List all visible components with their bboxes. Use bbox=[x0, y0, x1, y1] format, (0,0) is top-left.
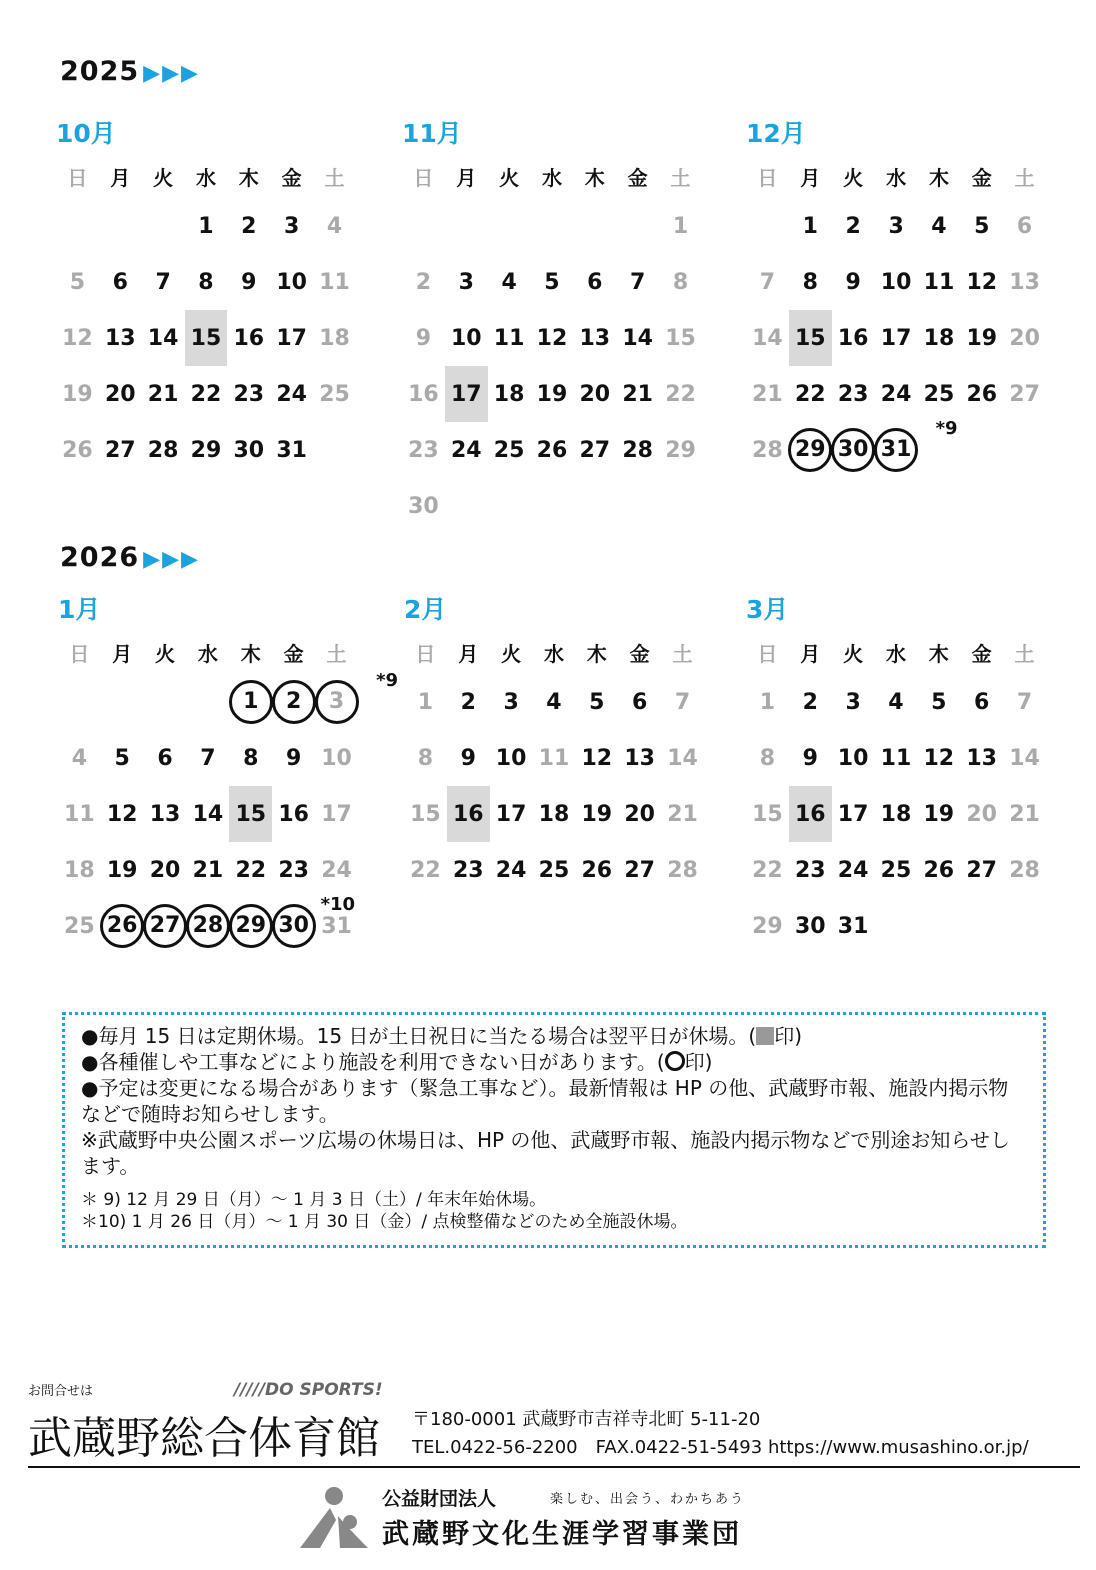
day-cell: 31 bbox=[321, 913, 352, 939]
weekday-header: 金 bbox=[281, 165, 302, 190]
day-cell: 29 bbox=[752, 913, 783, 939]
notice-line-4: ※武蔵野中央公園スポーツ広場の休場日は、HP の他、武蔵野市報、施設内掲示物などで別途お知らせします。 bbox=[81, 1128, 1010, 1178]
weekday-header: 土 bbox=[324, 165, 345, 190]
calendar-march bbox=[746, 590, 1046, 954]
day-cell: 4 bbox=[71, 745, 87, 771]
day-cell: 27 bbox=[579, 437, 611, 463]
day-cell: 27 bbox=[1009, 381, 1040, 407]
empty-cell bbox=[573, 198, 616, 254]
empty-cell bbox=[573, 478, 616, 534]
day-cell: 27 bbox=[104, 437, 136, 463]
empty-cell bbox=[186, 674, 229, 730]
divider bbox=[28, 1466, 1080, 1468]
day-cell: 19 bbox=[966, 325, 998, 351]
day-cell: 1 bbox=[229, 674, 272, 730]
day-cell: 26 bbox=[923, 857, 955, 883]
day-cell: 7 bbox=[1016, 689, 1033, 715]
day-cell: 9 bbox=[802, 745, 818, 771]
day-cell: 15 bbox=[229, 786, 272, 842]
day-cell: 21 bbox=[1009, 801, 1040, 827]
day-cell: 25 bbox=[538, 857, 570, 883]
weekday-header: 金 bbox=[283, 641, 304, 666]
website-link[interactable]: https://www.musashino.or.jp/ bbox=[767, 1437, 1029, 1458]
weekday-header: 月 bbox=[458, 641, 479, 666]
day-cell: 1 bbox=[759, 689, 776, 715]
day-cell: 6 bbox=[157, 745, 173, 771]
day-cell: 12 bbox=[536, 325, 568, 351]
month-grid bbox=[56, 154, 356, 478]
weekday-header: 水 bbox=[541, 165, 562, 190]
weekday-header: 土 bbox=[670, 165, 691, 190]
empty-cell bbox=[659, 478, 702, 534]
day-cell: 12 bbox=[106, 801, 138, 827]
foundation-logo-icon bbox=[290, 1486, 370, 1552]
day-cell: 16 bbox=[408, 381, 439, 407]
day-cell: 13 bbox=[966, 745, 997, 771]
day-cell: 28 bbox=[752, 437, 783, 463]
day-cell: 14 bbox=[192, 801, 224, 827]
footer bbox=[28, 1380, 1080, 1550]
day-cell: 9 bbox=[285, 745, 302, 771]
day-cell: 1 bbox=[417, 689, 434, 715]
empty-cell bbox=[56, 198, 99, 254]
day-cell: 17 bbox=[276, 325, 307, 351]
day-cell: 24 bbox=[880, 381, 912, 407]
day-cell: 14 bbox=[622, 325, 653, 351]
notice-box bbox=[62, 1012, 1046, 1248]
day-cell: 11 bbox=[880, 745, 912, 771]
day-cell: 17 bbox=[321, 801, 352, 827]
day-cell: 11 bbox=[64, 801, 95, 827]
weekday-header: 水 bbox=[197, 641, 218, 666]
org-kind: 公益財団法人 bbox=[382, 1488, 497, 1510]
day-cell: 24 bbox=[450, 437, 482, 463]
day-cell: 27 bbox=[966, 857, 997, 883]
month-grid bbox=[746, 154, 1046, 478]
day-cell: 24 bbox=[837, 857, 869, 883]
empty-cell bbox=[960, 422, 1003, 478]
day-cell: 6 bbox=[973, 689, 990, 715]
day-cell: 19 bbox=[536, 381, 568, 407]
weekday-header: 日 bbox=[413, 165, 434, 190]
do-sports-tag: /////DO SPORTS! bbox=[234, 1380, 383, 1400]
facility-address: 〒180-0001 武蔵野市吉祥寺北町 5-11-20 TEL.0422-56-2200 FAX.0422-51-5493 https://www.musashino.or.jp/ bbox=[412, 1409, 1029, 1458]
day-cell: 27 bbox=[144, 898, 187, 954]
day-cell: 8 bbox=[243, 745, 259, 771]
weekday-header: 木 bbox=[584, 165, 605, 190]
footnote-9: ＊ 9) 12 月 29 日（月）～ 1 月 3 日（土）/ 年末年始休場。 bbox=[81, 1190, 547, 1210]
weekday-header: 金 bbox=[629, 641, 650, 666]
weekday-header: 水 bbox=[885, 641, 906, 666]
tel-fax: TEL.0422-56-2200 FAX.0422-51-5493 bbox=[412, 1437, 763, 1458]
empty-cell bbox=[917, 898, 960, 954]
day-cell: 2 bbox=[241, 213, 257, 239]
circle-icon bbox=[665, 1051, 685, 1071]
empty-cell bbox=[488, 478, 531, 534]
facility-name: 武蔵野総合体育館 bbox=[28, 1413, 380, 1464]
day-cell: 10 bbox=[837, 745, 869, 771]
month-title: 2月 bbox=[404, 595, 447, 624]
weekday-header: 木 bbox=[240, 641, 261, 666]
day-cell: 5 bbox=[544, 269, 560, 295]
weekday-header: 木 bbox=[928, 641, 949, 666]
day-cell: 11 bbox=[538, 745, 570, 771]
day-cell: 15 bbox=[665, 325, 696, 351]
day-cell: 5 bbox=[589, 689, 605, 715]
empty-cell bbox=[445, 478, 488, 534]
weekday-header: 木 bbox=[238, 165, 259, 190]
day-cell: 2 bbox=[845, 213, 861, 239]
day-cell: 5 bbox=[69, 269, 86, 295]
day-cell: 10 bbox=[276, 269, 307, 295]
calendar-october bbox=[56, 114, 356, 478]
weekday-header: 火 bbox=[501, 641, 522, 666]
weekday-header: 日 bbox=[757, 165, 778, 190]
weekday-header: 月 bbox=[800, 641, 821, 666]
day-cell: 19 bbox=[106, 857, 138, 883]
day-cell: 23 bbox=[233, 381, 265, 407]
empty-cell bbox=[101, 674, 144, 730]
day-cell: 15 bbox=[185, 310, 228, 366]
calendar-november bbox=[402, 114, 702, 534]
weekday-header: 木 bbox=[928, 165, 949, 190]
day-cell: 19 bbox=[923, 801, 955, 827]
day-cell: 13 bbox=[1009, 269, 1040, 295]
month-grid bbox=[58, 630, 398, 954]
day-cell: 25 bbox=[64, 913, 95, 939]
weekday-header: 月 bbox=[110, 165, 131, 190]
day-cell: 23 bbox=[452, 857, 484, 883]
weekday-header: 金 bbox=[971, 165, 992, 190]
day-cell: 24 bbox=[276, 381, 307, 407]
calendar-january bbox=[58, 590, 398, 954]
footnote-marker: *10 bbox=[320, 894, 356, 915]
day-cell: 3 bbox=[845, 689, 861, 715]
month-grid bbox=[746, 630, 1046, 954]
weekday-header: 金 bbox=[971, 641, 992, 666]
empty-cell bbox=[1003, 898, 1046, 954]
notice-line-3: ●予定は変更になる場合があります（緊急工事など）。最新情報は HP の他、武蔵野市報、施設内掲示物などで随時お知らせします。 bbox=[81, 1076, 1009, 1126]
day-cell: 22 bbox=[410, 857, 441, 883]
day-cell: 22 bbox=[794, 381, 826, 407]
weekday-header: 火 bbox=[155, 641, 176, 666]
day-cell: 8 bbox=[802, 269, 818, 295]
day-cell: 28 bbox=[147, 437, 179, 463]
day-cell: 13 bbox=[149, 801, 181, 827]
day-cell: 27 bbox=[624, 857, 655, 883]
day-cell: 20 bbox=[149, 857, 181, 883]
weekday-header: 日 bbox=[415, 641, 436, 666]
day-cell: 24 bbox=[321, 857, 352, 883]
day-cell: 16 bbox=[233, 325, 265, 351]
day-cell: 30 bbox=[794, 913, 826, 939]
day-cell: 28 bbox=[186, 898, 229, 954]
day-cell: 18 bbox=[923, 325, 955, 351]
day-cell: 4 bbox=[888, 689, 904, 715]
day-cell: 25 bbox=[493, 437, 525, 463]
day-cell: 20 bbox=[1009, 325, 1040, 351]
day-cell: 17 bbox=[837, 801, 869, 827]
month-title: 1月 bbox=[58, 595, 101, 624]
day-cell: 16 bbox=[447, 786, 490, 842]
weekday-header: 火 bbox=[499, 165, 520, 190]
calendar-february bbox=[404, 590, 704, 898]
year-2025-heading: 2025 ▶▶▶ bbox=[60, 56, 200, 87]
weekday-header: 月 bbox=[112, 641, 133, 666]
empty-cell bbox=[875, 898, 918, 954]
weekday-header: 火 bbox=[843, 165, 864, 190]
day-cell: 30 bbox=[832, 422, 875, 478]
day-cell: 9 bbox=[845, 269, 861, 295]
weekday-header: 日 bbox=[69, 641, 90, 666]
day-cell: 13 bbox=[579, 325, 611, 351]
day-cell: 18 bbox=[64, 857, 95, 883]
day-cell: 28 bbox=[1009, 857, 1040, 883]
empty-cell bbox=[1003, 422, 1046, 478]
day-cell: 17 bbox=[445, 366, 488, 422]
day-cell: 7 bbox=[155, 269, 171, 295]
day-cell: 16 bbox=[837, 325, 869, 351]
weekday-header: 日 bbox=[757, 641, 778, 666]
day-cell: 7 bbox=[200, 745, 216, 771]
org-name: 武蔵野文化生涯学習事業団 bbox=[382, 1519, 742, 1550]
day-cell: 3 bbox=[503, 689, 519, 715]
month-grid bbox=[404, 630, 704, 898]
day-cell: 3 bbox=[458, 269, 474, 295]
day-cell: 4 bbox=[546, 689, 562, 715]
day-cell: 29 bbox=[665, 437, 696, 463]
empty-cell bbox=[531, 478, 574, 534]
empty-cell bbox=[616, 198, 659, 254]
day-cell: 5 bbox=[974, 213, 990, 239]
day-cell: 26 bbox=[101, 898, 144, 954]
day-cell: 18 bbox=[880, 801, 912, 827]
day-cell: 10 bbox=[321, 745, 352, 771]
contact-label: お問合せは bbox=[28, 1384, 94, 1399]
empty-cell bbox=[99, 198, 142, 254]
day-cell: 4 bbox=[501, 269, 517, 295]
day-cell: 25 bbox=[923, 381, 955, 407]
empty-cell bbox=[960, 898, 1003, 954]
empty-cell bbox=[313, 422, 356, 478]
day-cell: 10 bbox=[880, 269, 912, 295]
day-cell: 25 bbox=[319, 381, 350, 407]
day-cell: 12 bbox=[966, 269, 998, 295]
day-cell: 28 bbox=[667, 857, 698, 883]
day-cell: 5 bbox=[931, 689, 947, 715]
day-cell: 5 bbox=[114, 745, 130, 771]
day-cell: 29 bbox=[789, 422, 832, 478]
weekday-header: 土 bbox=[326, 641, 347, 666]
day-cell: 13 bbox=[104, 325, 136, 351]
empty-cell bbox=[616, 478, 659, 534]
notice-line-2: ●各種催しや工事などにより施設を利用できない日があります。( 印) bbox=[81, 1050, 713, 1074]
day-cell: 14 bbox=[147, 325, 179, 351]
empty-cell bbox=[445, 198, 488, 254]
footnote-marker: *9 bbox=[376, 670, 398, 691]
day-cell: 23 bbox=[794, 857, 826, 883]
day-cell: 6 bbox=[587, 269, 603, 295]
day-cell: 26 bbox=[581, 857, 613, 883]
day-cell: 20 bbox=[966, 801, 997, 827]
day-cell: 3 *9 bbox=[315, 674, 358, 730]
empty-cell bbox=[746, 198, 789, 254]
day-cell: 11 bbox=[923, 269, 955, 295]
day-cell: 2 bbox=[272, 674, 315, 730]
day-cell: 28 bbox=[622, 437, 653, 463]
day-cell: 29 bbox=[229, 898, 272, 954]
day-cell: 7 bbox=[674, 689, 691, 715]
day-cell: 22 bbox=[665, 381, 696, 407]
day-cell: 6 bbox=[1016, 213, 1033, 239]
month-title: 3月 bbox=[746, 595, 789, 624]
day-cell: 30 bbox=[408, 493, 439, 519]
day-cell: 24 bbox=[495, 857, 527, 883]
month-title: 12月 bbox=[746, 119, 806, 148]
day-cell: 2 bbox=[460, 689, 476, 715]
day-cell: 6 bbox=[112, 269, 128, 295]
day-cell: 4 bbox=[931, 213, 947, 239]
day-cell: 14 bbox=[667, 745, 698, 771]
calendar-december bbox=[746, 114, 1046, 478]
day-cell: 30 bbox=[233, 437, 265, 463]
day-cell: 13 bbox=[624, 745, 655, 771]
day-cell: 3 bbox=[888, 213, 904, 239]
day-cell: 21 bbox=[192, 857, 224, 883]
day-cell: 1 bbox=[672, 213, 689, 239]
empty-cell bbox=[402, 198, 445, 254]
day-cell: 19 bbox=[62, 381, 93, 407]
month-grid bbox=[402, 154, 702, 534]
day-cell: 23 bbox=[278, 857, 309, 883]
day-cell: 26 bbox=[536, 437, 568, 463]
day-cell: 20 bbox=[104, 381, 136, 407]
day-cell: 4 bbox=[326, 213, 343, 239]
weekday-header: 水 bbox=[886, 165, 907, 190]
day-cell: 16 bbox=[278, 801, 309, 827]
day-cell: 8 bbox=[672, 269, 689, 295]
day-cell: 20 bbox=[579, 381, 611, 407]
empty-cell bbox=[144, 674, 187, 730]
weekday-header: 火 bbox=[843, 641, 864, 666]
day-cell: 31 bbox=[276, 437, 307, 463]
day-cell: 20 bbox=[624, 801, 655, 827]
day-cell: 9 bbox=[415, 325, 432, 351]
year-2026-heading: 2026 ▶▶▶ bbox=[60, 542, 200, 573]
day-cell: 9 bbox=[241, 269, 257, 295]
day-cell: 23 bbox=[408, 437, 439, 463]
day-cell: 14 bbox=[752, 325, 783, 351]
day-cell: 15 bbox=[789, 310, 832, 366]
day-cell: 21 bbox=[752, 381, 783, 407]
day-cell: 21 bbox=[147, 381, 179, 407]
day-cell: 29 bbox=[190, 437, 222, 463]
empty-cell bbox=[142, 198, 185, 254]
weekday-header: 金 bbox=[627, 165, 648, 190]
day-cell: 10 bbox=[495, 745, 527, 771]
day-cell: 26 bbox=[62, 437, 93, 463]
day-cell: 19 bbox=[581, 801, 613, 827]
day-cell: 22 bbox=[752, 857, 783, 883]
day-cell: 3 bbox=[283, 213, 300, 239]
weekday-header: 土 bbox=[1014, 165, 1035, 190]
day-cell: 18 bbox=[538, 801, 570, 827]
day-cell: 12 bbox=[62, 325, 93, 351]
day-cell: 2 bbox=[415, 269, 432, 295]
gray-square-icon bbox=[756, 1027, 774, 1045]
day-cell: 11 bbox=[319, 269, 350, 295]
day-cell: 1 bbox=[802, 213, 818, 239]
org-slogan: 楽しむ、出会う、わかちあう bbox=[550, 1492, 746, 1507]
weekday-header: 月 bbox=[456, 165, 477, 190]
day-cell: 2 bbox=[802, 689, 818, 715]
day-cell: 9 bbox=[460, 745, 476, 771]
day-cell: 22 bbox=[235, 857, 267, 883]
day-cell: 25 bbox=[880, 857, 912, 883]
day-cell: 18 bbox=[319, 325, 350, 351]
month-title: 11月 bbox=[402, 119, 462, 148]
weekday-header: 水 bbox=[543, 641, 564, 666]
day-cell: 12 bbox=[581, 745, 613, 771]
day-cell: 11 bbox=[493, 325, 525, 351]
weekday-header: 日 bbox=[67, 165, 88, 190]
empty-cell bbox=[488, 198, 531, 254]
day-cell: 15 bbox=[752, 801, 783, 827]
day-cell: 18 bbox=[493, 381, 525, 407]
day-cell: 14 bbox=[1009, 745, 1040, 771]
weekday-header: 土 bbox=[1014, 641, 1035, 666]
notice-line-1: ●毎月 15 日は定期休場。15 日が土日祝日に当たる場合は翌平日が休場。( 印) bbox=[81, 1024, 803, 1048]
day-cell: 21 bbox=[667, 801, 698, 827]
day-cell: 10 bbox=[450, 325, 482, 351]
day-cell: 8 bbox=[759, 745, 776, 771]
day-cell: 31 *9 bbox=[875, 422, 918, 478]
day-cell: 8 bbox=[417, 745, 434, 771]
day-cell: 23 bbox=[837, 381, 869, 407]
day-cell: 30 *10 bbox=[272, 898, 315, 954]
footnote-marker: *9 bbox=[935, 418, 958, 439]
day-cell: 15 bbox=[410, 801, 441, 827]
day-cell: 22 bbox=[190, 381, 222, 407]
weekday-header: 木 bbox=[586, 641, 607, 666]
day-cell: 21 bbox=[622, 381, 653, 407]
empty-cell bbox=[531, 198, 574, 254]
day-cell: 7 bbox=[629, 269, 646, 295]
weekday-header: 水 bbox=[195, 165, 216, 190]
day-cell: 31 bbox=[837, 913, 869, 939]
day-cell: 26 bbox=[966, 381, 998, 407]
weekday-header: 土 bbox=[672, 641, 693, 666]
day-cell: 17 bbox=[495, 801, 527, 827]
day-cell: 1 bbox=[198, 213, 214, 239]
weekday-header: 月 bbox=[800, 165, 821, 190]
weekday-header: 火 bbox=[153, 165, 174, 190]
day-cell: 6 bbox=[631, 689, 648, 715]
month-title: 10月 bbox=[56, 119, 116, 148]
day-cell: 8 bbox=[198, 269, 214, 295]
empty-cell bbox=[58, 674, 101, 730]
day-cell: 17 bbox=[880, 325, 912, 351]
day-cell: 12 bbox=[923, 745, 955, 771]
footnote-10: ＊10) 1 月 26 日（月）～ 1 月 30 日（金）/ 点検整備などのため全施設休場。 bbox=[81, 1212, 688, 1232]
day-cell: 16 bbox=[789, 786, 832, 842]
day-cell: 7 bbox=[759, 269, 776, 295]
